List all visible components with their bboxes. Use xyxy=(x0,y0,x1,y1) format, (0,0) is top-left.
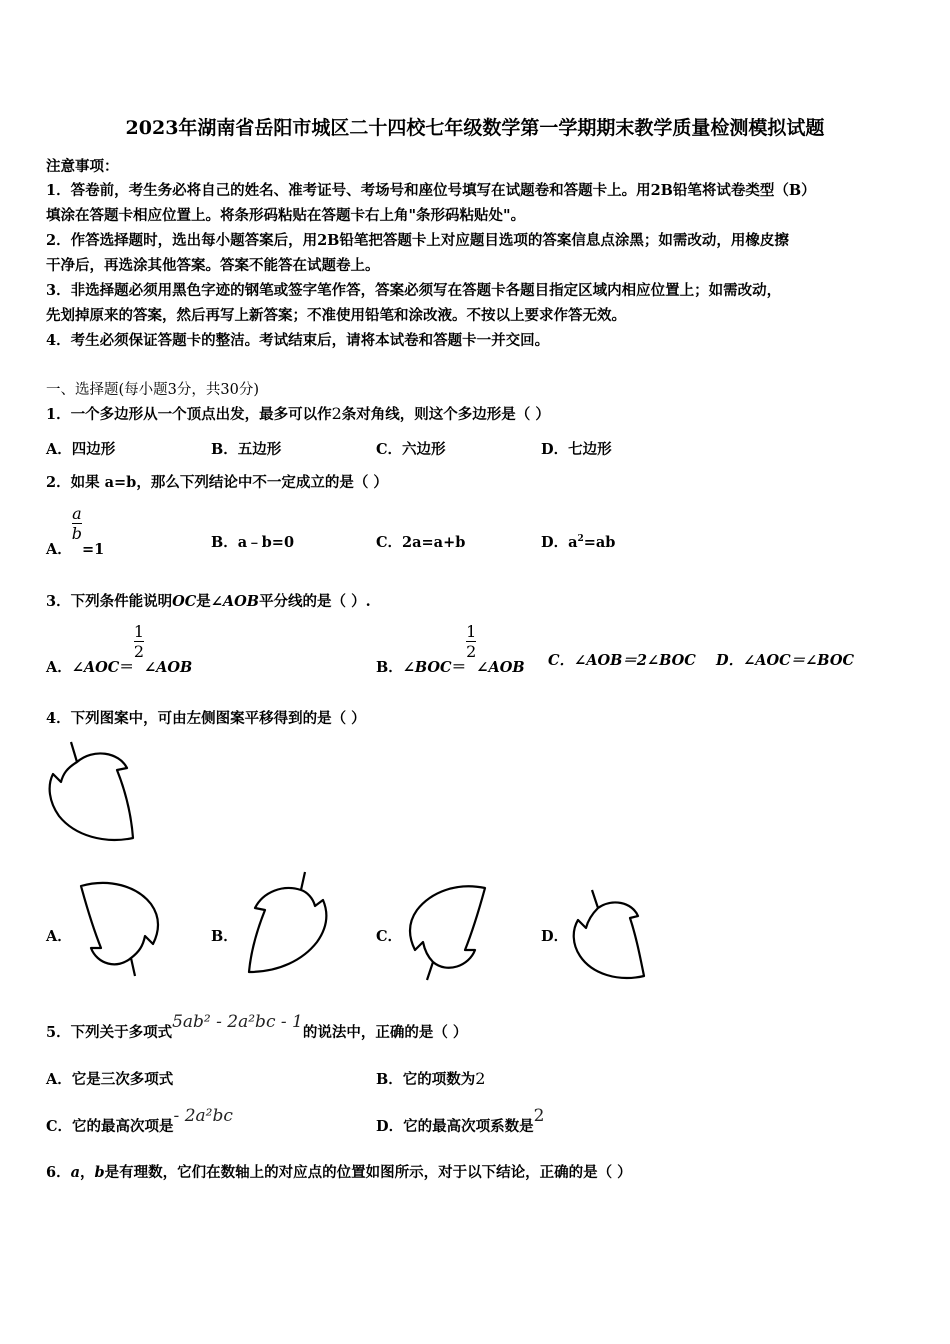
question-5-stem: 5．下列关于多项式5ab² - 2a²bc - 1的说法中，正确的是（ ） xyxy=(46,1012,468,1041)
q3-option-c[interactable]: C．∠AOB＝2∠BOC xyxy=(548,652,696,669)
fraction: $\frac{a}{b}$ xyxy=(71,504,83,543)
page-title: 2023年湖南省岳阳市城区二十四校七年级数学第一学期期末教学质量检测模拟试题 xyxy=(125,117,825,139)
fraction-one-half: $\frac{1}{2}$ xyxy=(133,622,145,661)
q2-option-b[interactable]: B．a﹣b=0 xyxy=(211,534,295,551)
section-heading: 一、选择题(每小题3分，共30分) xyxy=(46,382,259,398)
notice-line: 先划掉原来的答案，然后再写上新答案；不准使用铅笔和涂改液。不按以上要求作答无效。 xyxy=(46,307,626,324)
notice-line: 填涂在答题卡相应位置上。将条形码粘贴在答题卡右上角"条形码粘贴处"。 xyxy=(46,207,526,224)
notice-line: 2．作答选择题时，选出每小题答案后，用2B铅笔把答题卡上对应题目选项的答案信息点涂黑；如需改动，用橡皮擦 xyxy=(46,232,789,249)
notice-line: 1．答卷前，考生务必将自己的姓名、准考证号、考场号和座位号填写在试题卷和答题卡上。用2B铅笔将试卷类型（B） xyxy=(46,182,816,199)
q2-option-d[interactable]: D．$a^2=ab$ xyxy=(541,534,616,551)
leaf-figure-original xyxy=(45,740,140,845)
q5-option-a[interactable]: A．它是三次多项式 xyxy=(46,1071,174,1088)
polynomial: 5ab² - 2a²bc - 1 xyxy=(172,1012,303,1032)
q3-option-d[interactable]: D．∠AOC＝∠BOC xyxy=(716,652,854,669)
q2-option-c[interactable]: C．2a=a+b xyxy=(376,534,466,551)
question-4-stem: 4．下列图案中，可由左侧图案平移得到的是（ ） xyxy=(46,710,366,727)
question-6-stem: 6．a，b是有理数，它们在数轴上的对应点的位置如图所示，对于以下结论，正确的是（ ） xyxy=(46,1164,632,1181)
q1-option-b[interactable]: B．五边形 xyxy=(211,441,282,458)
q1-option-c[interactable]: C．六边形 xyxy=(376,441,446,458)
q2-option-a[interactable]: A． $\frac{a}{b}$ =1 xyxy=(46,504,105,558)
notice-heading: 注意事项： xyxy=(46,158,119,175)
notice-line: 4．考生必须保证答题卡的整洁。考试结束后，请将本试卷和答题卡一并交回。 xyxy=(46,332,550,349)
q5-option-d[interactable]: D．它的最高次项系数是2 xyxy=(376,1106,545,1135)
q4-option-a[interactable]: A． xyxy=(46,928,72,945)
q4-option-d[interactable]: D． xyxy=(541,928,569,945)
q4-option-b[interactable]: B． xyxy=(211,928,238,945)
fraction-one-half: $\frac{1}{2}$ xyxy=(466,622,477,661)
q4-option-c[interactable]: C． xyxy=(376,928,403,945)
notice-line: 干净后，再选涂其他答案。答案不能答在试题卷上。 xyxy=(46,257,380,274)
q3-option-a[interactable]: A．∠AOC＝ $\frac{1}{2}$ ∠AOB xyxy=(46,622,193,676)
leaf-option-d-icon xyxy=(568,888,653,983)
q1-option-a[interactable]: A．四边形 xyxy=(46,441,116,458)
q5-option-c[interactable]: C．它的最高次项是- 2a²bc xyxy=(46,1106,233,1135)
q3-option-b[interactable]: B．∠BOC＝ $\frac{1}{2}$ ∠AOB xyxy=(376,622,525,676)
leaf-option-c-icon xyxy=(405,884,495,984)
notice-line: 3．非选择题必须用黑色字迹的钢笔或签字笔作答，答案必须写在答题卡各题目指定区域内相应位置上；如需改动， xyxy=(46,282,782,299)
question-3-stem: 3．下列条件能说明OC是∠AOB平分线的是（ ）. xyxy=(46,593,371,610)
q5-option-b[interactable]: B．它的项数为2 xyxy=(376,1069,486,1088)
question-2-stem: 2．如果 a=b，那么下列结论中不一定成立的是（ ） xyxy=(46,474,388,491)
q1-option-d[interactable]: D．七边形 xyxy=(541,441,612,458)
leaf-option-b-icon xyxy=(243,870,338,975)
question-1-stem: 1．一个多边形从一个顶点出发，最多可以作2条对角线，则这个多边形是（ ） xyxy=(46,404,550,423)
leaf-option-a-icon xyxy=(75,878,165,978)
